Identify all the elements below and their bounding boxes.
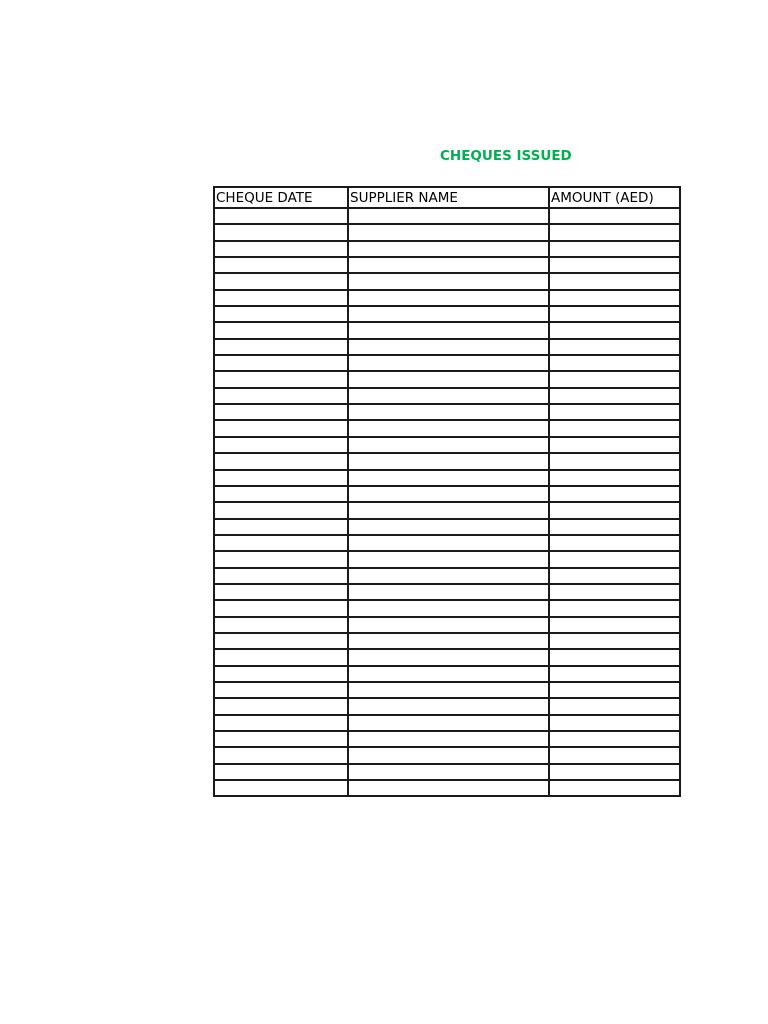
cell-amount[interactable] <box>549 355 680 371</box>
table-row <box>214 698 680 714</box>
cell-supplier-name[interactable] <box>348 241 549 257</box>
cell-supplier-name[interactable] <box>348 649 549 665</box>
cell-supplier-name[interactable] <box>348 715 549 731</box>
cell-supplier-name[interactable] <box>348 519 549 535</box>
table-header-row <box>214 187 680 208</box>
table-row <box>214 322 680 338</box>
cell-cheque-date[interactable] <box>214 453 348 469</box>
cell-amount[interactable] <box>549 617 680 633</box>
cell-cheque-date[interactable] <box>214 715 348 731</box>
cell-cheque-date[interactable] <box>214 470 348 486</box>
cell-supplier-name[interactable] <box>348 698 549 714</box>
cell-cheque-date[interactable] <box>214 780 348 796</box>
cell-supplier-name[interactable] <box>348 617 549 633</box>
cell-supplier-name[interactable] <box>348 306 549 322</box>
cell-amount[interactable] <box>549 371 680 387</box>
cell-cheque-date[interactable] <box>214 322 348 338</box>
cell-amount[interactable] <box>549 519 680 535</box>
table-row <box>214 470 680 486</box>
cell-amount[interactable] <box>549 568 680 584</box>
cell-cheque-date[interactable] <box>214 568 348 584</box>
cell-cheque-date[interactable] <box>214 306 348 322</box>
table-row <box>214 666 680 682</box>
table-row <box>214 584 680 600</box>
table-row <box>214 535 680 551</box>
table-row <box>214 747 680 763</box>
cell-supplier-name[interactable] <box>348 273 549 289</box>
cell-amount[interactable] <box>549 306 680 322</box>
cell-amount[interactable] <box>549 698 680 714</box>
cell-supplier-name[interactable] <box>348 404 549 420</box>
cell-amount[interactable] <box>549 780 680 796</box>
cell-supplier-name[interactable] <box>348 666 549 682</box>
table-row <box>214 404 680 420</box>
cell-supplier-name[interactable] <box>348 388 549 404</box>
cell-amount[interactable] <box>549 241 680 257</box>
cell-supplier-name[interactable] <box>348 420 549 436</box>
cell-supplier-name[interactable] <box>348 764 549 780</box>
table-row <box>214 731 680 747</box>
cell-supplier-name[interactable] <box>348 486 549 502</box>
cell-amount[interactable] <box>549 470 680 486</box>
table-body <box>214 208 680 796</box>
cell-supplier-name[interactable] <box>348 453 549 469</box>
cell-supplier-name[interactable] <box>348 224 549 240</box>
cell-supplier-name[interactable] <box>348 747 549 763</box>
cell-cheque-date[interactable] <box>214 519 348 535</box>
table-row <box>214 453 680 469</box>
cell-cheque-date[interactable] <box>214 551 348 567</box>
table-row <box>214 420 680 436</box>
cell-cheque-date[interactable] <box>214 355 348 371</box>
table-row <box>214 551 680 567</box>
cell-supplier-name[interactable] <box>348 551 549 567</box>
table-row <box>214 355 680 371</box>
table-row <box>214 208 680 224</box>
cell-supplier-name[interactable] <box>348 371 549 387</box>
table-row <box>214 290 680 306</box>
cell-supplier-name[interactable] <box>348 502 549 518</box>
table-row <box>214 437 680 453</box>
cell-cheque-date[interactable] <box>214 535 348 551</box>
cell-amount[interactable] <box>549 747 680 763</box>
table-row <box>214 568 680 584</box>
cell-cheque-date[interactable] <box>214 404 348 420</box>
table-row <box>214 764 680 780</box>
cell-cheque-date[interactable] <box>214 698 348 714</box>
page-title: CHEQUES ISSUED <box>440 148 572 164</box>
cell-amount[interactable] <box>549 339 680 355</box>
cell-amount[interactable] <box>549 453 680 469</box>
cell-cheque-date[interactable] <box>214 257 348 273</box>
cell-cheque-date[interactable] <box>214 584 348 600</box>
cell-cheque-date[interactable] <box>214 666 348 682</box>
table-row <box>214 273 680 289</box>
cell-cheque-date[interactable] <box>214 420 348 436</box>
cell-cheque-date[interactable] <box>214 224 348 240</box>
column-header-supplier-name: SUPPLIER NAME <box>348 187 549 208</box>
table-row <box>214 306 680 322</box>
cell-supplier-name[interactable] <box>348 290 549 306</box>
cell-amount[interactable] <box>549 404 680 420</box>
cell-amount[interactable] <box>549 388 680 404</box>
cell-amount[interactable] <box>549 322 680 338</box>
cell-supplier-name[interactable] <box>348 780 549 796</box>
table-row <box>214 633 680 649</box>
cell-cheque-date[interactable] <box>214 208 348 224</box>
cell-cheque-date[interactable] <box>214 747 348 763</box>
table-row <box>214 257 680 273</box>
cell-supplier-name[interactable] <box>348 584 549 600</box>
column-header-cheque-date: CHEQUE DATE <box>214 187 348 208</box>
cell-supplier-name[interactable] <box>348 568 549 584</box>
cell-cheque-date[interactable] <box>214 502 348 518</box>
cell-cheque-date[interactable] <box>214 241 348 257</box>
cell-amount[interactable] <box>549 666 680 682</box>
cell-supplier-name[interactable] <box>348 535 549 551</box>
cell-cheque-date[interactable] <box>214 371 348 387</box>
cell-amount[interactable] <box>549 633 680 649</box>
cell-amount[interactable] <box>549 535 680 551</box>
cell-supplier-name[interactable] <box>348 731 549 747</box>
cell-cheque-date[interactable] <box>214 600 348 616</box>
column-header-amount: AMOUNT (AED) <box>549 187 680 208</box>
cheques-table <box>213 186 681 797</box>
cell-supplier-name[interactable] <box>348 339 549 355</box>
cell-cheque-date[interactable] <box>214 617 348 633</box>
cell-cheque-date[interactable] <box>214 682 348 698</box>
cell-supplier-name[interactable] <box>348 322 549 338</box>
cell-cheque-date[interactable] <box>214 764 348 780</box>
cell-cheque-date[interactable] <box>214 290 348 306</box>
cell-amount[interactable] <box>549 600 680 616</box>
table-row <box>214 780 680 796</box>
cell-amount[interactable] <box>549 715 680 731</box>
cell-amount[interactable] <box>549 273 680 289</box>
table-row <box>214 519 680 535</box>
cell-supplier-name[interactable] <box>348 633 549 649</box>
cell-amount[interactable] <box>549 208 680 224</box>
cell-amount[interactable] <box>549 682 680 698</box>
table-row <box>214 339 680 355</box>
cell-cheque-date[interactable] <box>214 649 348 665</box>
table-row <box>214 649 680 665</box>
cell-cheque-date[interactable] <box>214 633 348 649</box>
cell-cheque-date[interactable] <box>214 486 348 502</box>
cell-amount[interactable] <box>549 584 680 600</box>
cell-cheque-date[interactable] <box>214 273 348 289</box>
table-row <box>214 371 680 387</box>
cell-supplier-name[interactable] <box>348 437 549 453</box>
cell-amount[interactable] <box>549 420 680 436</box>
table-row <box>214 224 680 240</box>
cell-amount[interactable] <box>549 290 680 306</box>
table-row <box>214 502 680 518</box>
cell-supplier-name[interactable] <box>348 682 549 698</box>
cell-cheque-date[interactable] <box>214 339 348 355</box>
cell-amount[interactable] <box>549 731 680 747</box>
cell-supplier-name[interactable] <box>348 600 549 616</box>
cell-amount[interactable] <box>549 257 680 273</box>
cell-cheque-date[interactable] <box>214 731 348 747</box>
cell-cheque-date[interactable] <box>214 388 348 404</box>
cell-supplier-name[interactable] <box>348 470 549 486</box>
cell-supplier-name[interactable] <box>348 355 549 371</box>
cell-amount[interactable] <box>549 764 680 780</box>
table-row <box>214 600 680 616</box>
cell-amount[interactable] <box>549 437 680 453</box>
cell-amount[interactable] <box>549 649 680 665</box>
cell-supplier-name[interactable] <box>348 257 549 273</box>
cell-amount[interactable] <box>549 502 680 518</box>
table-row <box>214 682 680 698</box>
table-row <box>214 715 680 731</box>
cell-cheque-date[interactable] <box>214 437 348 453</box>
table-row <box>214 388 680 404</box>
table-row <box>214 241 680 257</box>
cell-amount[interactable] <box>549 551 680 567</box>
cell-supplier-name[interactable] <box>348 208 549 224</box>
table-row <box>214 486 680 502</box>
cell-amount[interactable] <box>549 486 680 502</box>
table-row <box>214 617 680 633</box>
cell-amount[interactable] <box>549 224 680 240</box>
